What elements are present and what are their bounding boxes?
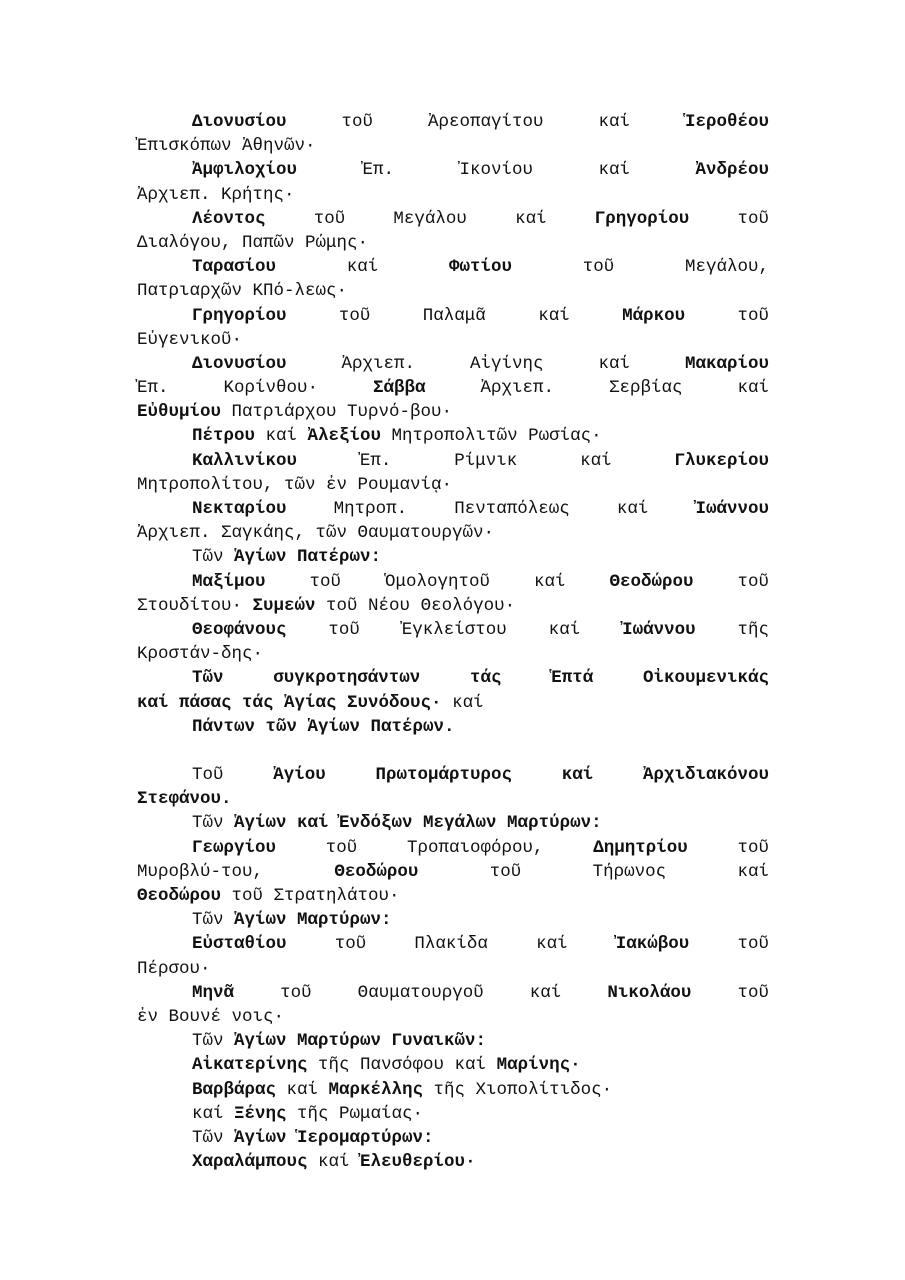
- bold-text: Ἰωάννου: [695, 499, 769, 519]
- text-line: [137, 884, 769, 908]
- text-line: [137, 279, 769, 303]
- regular-text: Ἀρχιεπ. Σερβίας καί: [425, 378, 769, 399]
- bold-text: Ἐλευθερίου·: [360, 1152, 476, 1173]
- text-line: [137, 521, 769, 545]
- text-line: [137, 860, 769, 884]
- bold-text: Αἰκατερίνης: [192, 1055, 308, 1076]
- regular-text: Πατριαρχῶν ΚΠό-λεως·: [137, 281, 348, 302]
- bold-text: Ἁγίων Πατέρων:: [234, 547, 382, 568]
- bold-text: Θεοδώρου: [334, 861, 419, 882]
- bold-text: Ἁγίων Μαρτύρων:: [234, 910, 392, 931]
- bold-text: Θεοφάνους: [192, 619, 287, 640]
- regular-text: Ἐπισκόπων Ἀθηνῶν·: [137, 136, 316, 157]
- text-line: [137, 1005, 769, 1029]
- bold-text: Ἁγίων Μαρτύρων Γυναικῶν:: [234, 1031, 487, 1052]
- bold-text: Σάββα: [373, 378, 426, 399]
- regular-text: τοῦ Μεγάλου,: [512, 257, 769, 278]
- bold-text: Ἁγίων καί Ἐνδόξων Μεγάλων Μαρτύρων:: [234, 813, 602, 834]
- text-line: [137, 666, 769, 690]
- bold-text: Εὐσταθίου: [192, 934, 287, 955]
- regular-text: Τῶν: [192, 813, 235, 834]
- bold-text: Μηνᾶ: [192, 982, 235, 1003]
- bold-text: Ἀλεξίου: [307, 426, 382, 447]
- bold-text: Πέτρου: [192, 426, 256, 447]
- regular-text: καί: [255, 426, 308, 447]
- text-line: [137, 158, 769, 182]
- regular-text: Τῶν: [192, 547, 235, 568]
- text-line: [137, 1102, 769, 1126]
- text-line: [137, 642, 769, 666]
- regular-text: τοῦ: [689, 208, 770, 229]
- regular-text: τοῦ Παλαμᾶ καί: [286, 305, 623, 326]
- text-line: [137, 255, 769, 279]
- regular-text: τοῦ Μεγάλου καί: [265, 208, 595, 229]
- bold-text: Ταρασίου: [192, 257, 277, 278]
- bold-text: Μαξίμου: [192, 571, 266, 592]
- bold-text: Λέοντος: [192, 208, 266, 229]
- text-line: [137, 932, 769, 956]
- text-line: [137, 957, 769, 981]
- regular-text: καί: [192, 1103, 235, 1124]
- regular-text: Ἐπ. Κορίνθου·: [137, 378, 373, 399]
- regular-text: καί: [441, 692, 484, 713]
- bold-text: Θεοδώρου: [609, 571, 694, 592]
- bold-text: Ἁγίων Ἱερομαρτύρων:: [234, 1127, 434, 1148]
- bold-text: Βαρβάρας: [192, 1079, 277, 1100]
- regular-text: τοῦ: [689, 934, 770, 955]
- bold-text: Γεωργίου: [192, 837, 277, 858]
- bold-text: Μακαρίου: [684, 353, 769, 374]
- bold-text: Διονυσίου: [192, 353, 287, 374]
- regular-text: τοῦ Θαυματουργοῦ καί: [234, 982, 608, 1003]
- regular-text: τοῦ Στρατηλάτου·: [221, 886, 400, 906]
- bold-text: Τῶν συγκροτησάντων τάς Ἑπτά Οἰκουμενικάς: [192, 668, 769, 689]
- bold-text: Ἰακώβου: [615, 934, 690, 955]
- text-line: [137, 134, 769, 158]
- regular-text: Ἐπ. Ρίμνικ καί: [297, 450, 675, 471]
- text-line: [137, 376, 769, 400]
- regular-text: Ἀρχιεπ. Αἰγίνης καί: [286, 353, 685, 374]
- text-line: [137, 183, 769, 207]
- bold-text: Φωτίου: [449, 257, 513, 278]
- text-line: [137, 304, 769, 328]
- text-line: [137, 424, 769, 448]
- regular-text: τοῦ Ἀρεοπαγίτου καί: [286, 112, 685, 132]
- text-line: [137, 1126, 769, 1150]
- text-line: [137, 787, 769, 811]
- bold-text: Δημητρίου: [593, 837, 688, 858]
- paragraph-gap: [137, 739, 769, 763]
- bold-text: Ἀμφιλοχίου: [192, 160, 298, 181]
- bold-text: Ἱεροθέου: [684, 112, 769, 132]
- regular-text: Τῶν: [192, 1031, 235, 1052]
- text-line: [137, 352, 769, 376]
- regular-text: τοῦ Ὁμολογητοῦ καί: [265, 571, 610, 592]
- regular-text: τοῦ Ἐγκλείστου καί: [286, 619, 623, 640]
- bold-text: Μαρκέλλης: [328, 1079, 424, 1100]
- regular-text: τοῦ Νέου Θεολόγου·: [315, 595, 516, 616]
- text-line: [137, 981, 769, 1005]
- bold-text: Συμεών: [252, 595, 316, 616]
- bold-text: Μάρκου: [622, 305, 686, 326]
- regular-text: Ἐπ. Ἰκονίου καί: [297, 160, 696, 181]
- regular-text: Μητροπολιτῶν Ρωσίας·: [381, 426, 602, 447]
- text-line: [137, 449, 769, 473]
- regular-text: τῆς Χιοπολίτιδος·: [423, 1079, 613, 1100]
- regular-text: Μητροπολίτου, τῶν ἐν Ρουμανίᾳ·: [137, 474, 453, 495]
- regular-text: Διαλόγου, Παπῶν Ρώμης·: [137, 232, 369, 253]
- regular-text: Μυροβλύ-του,: [137, 861, 335, 882]
- text-line: [137, 618, 769, 642]
- bold-text: Καλλινίκου: [192, 450, 298, 471]
- bold-text: Θεοδώρου: [137, 886, 222, 906]
- text-line: [137, 715, 769, 739]
- text-line: [137, 400, 769, 424]
- text-line: [137, 1029, 769, 1053]
- regular-text: τοῦ Πλακίδα καί: [286, 934, 616, 955]
- regular-text: τοῦ: [687, 837, 769, 858]
- text-line: [137, 473, 769, 497]
- text-line: [137, 836, 769, 860]
- regular-text: καί: [276, 257, 449, 278]
- regular-text: καί: [307, 1152, 361, 1173]
- regular-text: Μητροπ. Πενταπόλεως καί: [286, 499, 696, 519]
- text-line: [137, 811, 769, 835]
- text-line: [137, 1053, 769, 1077]
- bold-text: Νικολάου: [607, 982, 692, 1003]
- regular-text: Ἀρχιεπ. Κρήτης·: [137, 184, 295, 205]
- regular-text: τῆς Πανσόφου καί: [307, 1055, 497, 1076]
- regular-text: τῆς Ρωμαίας·: [286, 1103, 424, 1124]
- text-line: [137, 570, 769, 594]
- bold-text: Γλυκερίου: [674, 450, 769, 471]
- bold-text: Πάντων τῶν Ἁγίων Πατέρων.: [192, 716, 455, 737]
- bold-text: Γρηγορίου: [192, 305, 287, 326]
- regular-text: καί: [276, 1079, 329, 1100]
- regular-text: Τῶν: [192, 1127, 235, 1148]
- text-line: [137, 1150, 769, 1174]
- regular-text: Πατριάρχου Τυρνό-βου·: [221, 402, 453, 423]
- bold-text: Γρηγορίου: [594, 208, 690, 229]
- document-page: [137, 110, 769, 1174]
- bold-text: Στεφάνου.: [137, 789, 232, 810]
- bold-text: καί πάσας τάς Ἁγίας Συνόδους·: [137, 692, 442, 713]
- regular-text: τοῦ Τροπαιοφόρου,: [276, 837, 594, 858]
- regular-text: ἐν Βουνέ νοις·: [137, 1006, 285, 1027]
- bold-text: Ξένης: [234, 1103, 287, 1124]
- bold-text: Μαρίνης·: [496, 1055, 581, 1076]
- text-line: [137, 1078, 769, 1102]
- text-line: [137, 328, 769, 352]
- regular-text: Κροστάν-δης·: [137, 644, 264, 665]
- regular-text: τοῦ Τήρωνος καί: [418, 861, 769, 882]
- regular-text: Πέρσου·: [137, 958, 211, 979]
- bold-text: Ἀνδρέου: [695, 160, 769, 181]
- regular-text: Ἀρχιεπ. Σαγκάης, τῶν Θαυματουργῶν·: [137, 523, 495, 544]
- bold-text: Εὐθυμίου: [137, 402, 222, 423]
- bold-text: Ἰωάννου: [622, 619, 696, 640]
- bold-text: Νεκταρίου: [192, 499, 287, 519]
- bold-text: Διονυσίου: [192, 112, 287, 132]
- text-line: [137, 545, 769, 569]
- regular-text: τοῦ: [693, 571, 769, 592]
- text-line: [137, 497, 769, 521]
- regular-text: τῆς: [695, 619, 769, 640]
- regular-text: Εὐγενικοῦ·: [137, 329, 243, 350]
- regular-text: Τοῦ: [192, 765, 274, 786]
- text-line: [137, 110, 769, 134]
- bold-text: Ἁγίου Πρωτομάρτυρος καί Ἀρχιδιακόνου: [273, 765, 770, 786]
- text-line: [137, 207, 769, 231]
- text-line: [137, 691, 769, 715]
- text-line: [137, 594, 769, 618]
- regular-text: Στουδίτου·: [137, 595, 253, 616]
- regular-text: τοῦ: [691, 982, 769, 1003]
- text-line: [137, 763, 769, 787]
- regular-text: τοῦ: [685, 305, 770, 326]
- text-line: [137, 231, 769, 255]
- bold-text: Χαραλάμπους: [192, 1152, 308, 1173]
- regular-text: Τῶν: [192, 910, 235, 931]
- text-line: [137, 908, 769, 932]
